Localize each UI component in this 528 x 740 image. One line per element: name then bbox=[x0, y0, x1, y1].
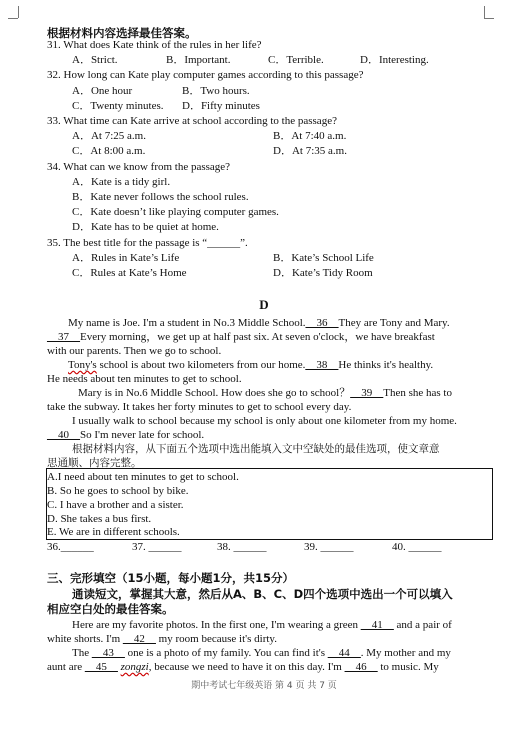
blank-46: __46__ bbox=[344, 661, 378, 673]
question-34: 34. What can we know from the passage? bbox=[47, 161, 231, 173]
q32-option-d: D．Fifty minutes bbox=[182, 100, 260, 112]
cloze-line-3: The __43__ one is a photo of my family. You can find it's __44__. My mother and my bbox=[72, 647, 451, 659]
cloze-line-2: white shorts. I'm __42__ my room because it's dirty. bbox=[47, 633, 277, 645]
section-3-instruction-1: 通读短文，掌握其大意，然后从A、B、C、D四个选项中选出一个可以填入 bbox=[72, 587, 453, 601]
q33-option-a: A．At 7:25 a.m. bbox=[72, 130, 146, 142]
box-option-a: A.I need about ten minutes to get to school. bbox=[47, 471, 239, 483]
blank-39: __39__ bbox=[350, 387, 384, 399]
answer-blank-39[interactable]: 39. ______ bbox=[304, 541, 354, 553]
blank-38: __38__ bbox=[305, 359, 339, 371]
passage-line-6: Mary is in No.6 Middle School. How does she go to school？__39__Then she has to bbox=[78, 387, 452, 399]
section-d-heading: D bbox=[259, 297, 269, 312]
q31-option-c: C．Terrible. bbox=[268, 54, 324, 66]
q34-option-c: C．Kate doesn’t like playing computer games. bbox=[72, 206, 279, 218]
task-instruction-1: 根据材料内容，从下面五个选项中选出能填入文中空缺处的最佳选项，使文章意 bbox=[72, 443, 440, 455]
passage-line-7: take the subway. It takes her forty minutes to get to school every day. bbox=[47, 401, 352, 413]
section-3-title: 三、完形填空（15小题，每小题1分，共15分） bbox=[47, 571, 295, 585]
q35-option-d: D．Kate’s Tidy Room bbox=[273, 267, 373, 279]
q31-option-a: A．Strict. bbox=[72, 54, 118, 66]
q32-option-c: C．Twenty minutes. bbox=[72, 100, 164, 112]
q33-option-d: D．At 7:35 a.m. bbox=[273, 145, 347, 157]
options-box bbox=[46, 468, 493, 540]
box-option-b: B. So he goes to school by bike. bbox=[47, 485, 189, 497]
q32-option-b: B．Two hours. bbox=[182, 85, 250, 97]
section-3-instruction-2: 相应空白处的最佳答案。 bbox=[47, 602, 174, 616]
q34-option-a: A．Kate is a tidy girl. bbox=[72, 176, 171, 188]
cloze-line-1: Here are my favorite photos. In the first one, I'm wearing a green __41__ and a pair of bbox=[72, 619, 452, 631]
section-instruction: 根据材料内容选择最佳答案。 bbox=[47, 26, 197, 40]
passage-line-5: He needs about ten minutes to get to school. bbox=[47, 373, 242, 385]
blank-37: __37__ bbox=[47, 331, 80, 343]
q34-option-d: D．Kate has to be quiet at home. bbox=[72, 221, 219, 233]
q33-option-c: C．At 8:00 a.m. bbox=[72, 145, 146, 157]
question-35: 35. The best title for the passage is “______”. bbox=[47, 237, 248, 249]
task-instruction-2: 思通顺、内容完整。 bbox=[47, 457, 142, 469]
question-32: 32. How long can Kate play computer games according to this passage? bbox=[47, 69, 364, 81]
blank-44: __44__ bbox=[327, 647, 361, 659]
passage-line-8: I usually walk to school because my school is only about one kilometer from my home. bbox=[72, 415, 457, 427]
box-option-e: E. We are in different schools. bbox=[47, 526, 180, 538]
passage-line-3: with our parents. Then we go to school. bbox=[47, 345, 222, 357]
passage-line-2: __37__Every morning，we get up at half past six. At seven o'clock，we have breakfast bbox=[47, 331, 435, 343]
blank-45: __45__ bbox=[84, 661, 118, 673]
q31-option-d: D．Interesting. bbox=[360, 54, 429, 66]
answer-blank-40[interactable]: 40. ______ bbox=[392, 541, 442, 553]
passage-line-9: __40__So I'm never late for school. bbox=[47, 429, 205, 441]
question-31: 31. What does Kate think of the rules in her life? bbox=[47, 39, 262, 51]
blank-36: __36__ bbox=[305, 317, 339, 329]
q34-option-b: B．Kate never follows the school rules. bbox=[72, 191, 249, 203]
box-option-d: D. She takes a bus first. bbox=[47, 513, 152, 525]
answer-blank-38[interactable]: 38. ______ bbox=[217, 541, 267, 553]
blank-43: __43__ bbox=[91, 647, 125, 659]
blank-40: __40__ bbox=[47, 429, 80, 441]
blank-41: __41__ bbox=[360, 619, 394, 631]
answer-blank-36[interactable]: 36.______ bbox=[47, 541, 94, 553]
q35-option-c: C．Rules at Kate’s Home bbox=[72, 267, 187, 279]
cloze-line-4: aunt are __45__ zongzi, because we need to have it on this day. I'm __46__ to music. My bbox=[47, 661, 439, 673]
page-footer: 期中考试七年级英语 第 4 页 共 7 页 bbox=[191, 681, 337, 691]
passage-line-1: My name is Joe. I'm a student in No.3 Middle School.__36__They are Tony and Mary. bbox=[68, 317, 450, 329]
passage-line-4: Tony's school is about two kilometers from our home.__38__He thinks it's healthy. bbox=[68, 359, 434, 371]
q35-option-b: B．Kate’s School Life bbox=[273, 252, 374, 264]
blank-42: __42__ bbox=[122, 633, 156, 645]
box-option-c: C. I have a brother and a sister. bbox=[47, 499, 184, 511]
question-33: 33. What time can Kate arrive at school according to the passage? bbox=[47, 115, 337, 127]
q31-option-b: B．Important. bbox=[166, 54, 231, 66]
q33-option-b: B．At 7:40 a.m. bbox=[273, 130, 347, 142]
answer-blank-37[interactable]: 37. ______ bbox=[132, 541, 182, 553]
q35-option-a: A．Rules in Kate’s Life bbox=[72, 252, 180, 264]
q32-option-a: A．One hour bbox=[72, 85, 133, 97]
